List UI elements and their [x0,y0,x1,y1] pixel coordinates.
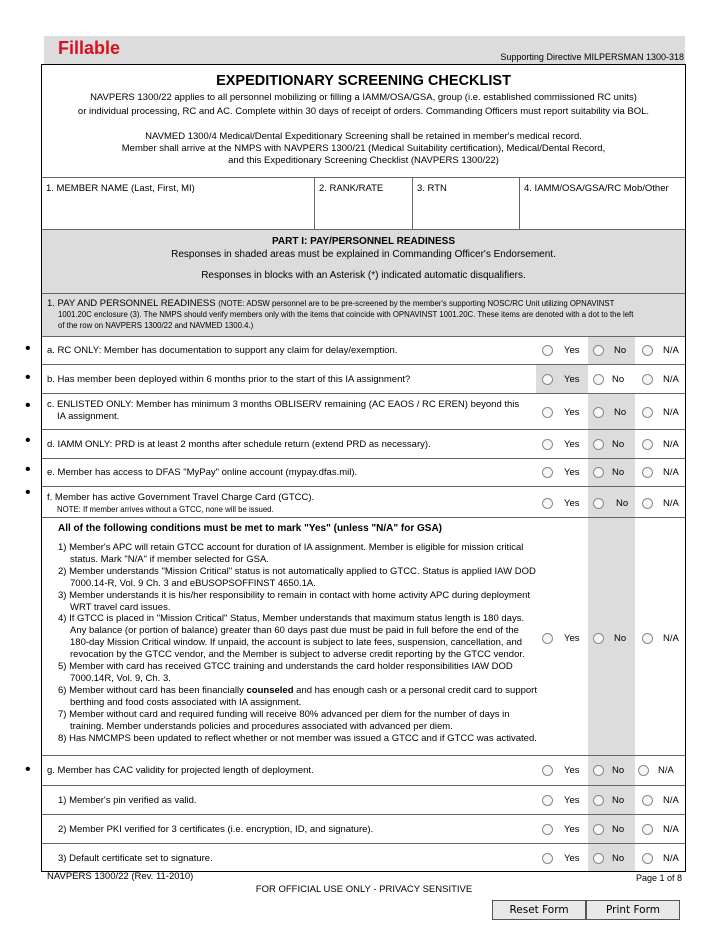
condition-text: 6) Member without card has been financially [58,684,247,696]
radio-no[interactable] [593,795,604,806]
radio-no[interactable] [593,765,604,776]
radio-no[interactable] [593,407,604,418]
condition-item: 7) Member without card and required funding will receive 80% advanced per diem for the number of days in training. Member understands policies and procedures associated with advanced per diem. [58,708,510,732]
na-label: N/A [663,795,679,806]
condition-item: 1) Member's APC will retain GTCC account for duration of IA assignment. Member is eligible for mission critical status. Mark "N/A" if member selected for GSA. [58,542,524,565]
response-group [536,844,685,871]
radio-na[interactable] [642,439,653,450]
radio-yes[interactable] [542,824,553,835]
item-e-row [42,459,685,487]
no-label: No [612,439,625,450]
na-label: N/A [663,498,679,509]
intro-line: Member shall arrive at the NMPS with NAVPERS 1300/21 (Medical Suitability certification), Medical/Dental Record, [121,143,606,154]
supporting-directive: Supporting Directive MILPERSMAN 1300-318 [500,52,684,62]
part1-title: PART I: PAY/PERSONNEL READINESS [272,236,455,247]
radio-yes[interactable] [542,765,553,776]
item-b-row [42,365,685,394]
section1-note: of the row on NAVPERS 1300/22 and NAVMED 1300.4.) [58,321,254,330]
yes-label: Yes [564,374,580,385]
rank-rate-label: 2. RANK/RATE [319,183,384,194]
item-f-note: NOTE: If member arrives without a GTCC, none will be issued. [57,505,274,514]
no-label: No [612,853,625,864]
response-group [536,337,685,364]
form-number: NAVPERS 1300/22 (Rev. 11-2010) [47,871,194,882]
member-name-label: 1. MEMBER NAME (Last, First, MI) [46,183,195,194]
item-g3-text: 3) Default certificate set to signature. [58,853,213,864]
condition-text: and has enough cash or a personal credit card to support berthing and food costs associated with IA assignment. [70,684,537,708]
item-c-row [42,394,685,430]
no-label: No [616,498,629,509]
iamm-field[interactable] [520,178,685,229]
na-label: N/A [663,345,679,356]
verify-dot-bullet: • [25,461,31,478]
item-f-row [42,487,685,518]
condition-item: 5) Member with card has received GTCC training and understands the card holder responsibilities IAW DOD 7000.14R, Vol. 9, Ch. 3. [58,661,513,684]
na-label: N/A [663,824,679,835]
no-label: No [614,407,627,418]
radio-na[interactable] [642,345,653,356]
iamm-label: 4. IAMM/OSA/GSA/RC Mob/Other [524,183,669,194]
response-group [536,487,685,517]
radio-no[interactable] [593,467,604,478]
part1-line: Responses in shaded areas must be explained in Commanding Officer's Endorsement. [171,249,556,260]
item-g3-row [42,844,685,871]
na-label: N/A [663,439,679,450]
condition-item: 2) Member understands "Mission Critical" status is not automatically applied to GTCC. Status is applied IAW DOD 7000.14-R, Vol. 9 Ch. 3 and eBUSOPSOFFINST 4650.1A. [58,565,536,589]
no-label: No [612,765,625,776]
rtn-label: 3. RTN [417,183,447,194]
item-g-text: g. Member has CAC validity for projected length of deployment. [47,765,314,776]
no-label: No [612,824,625,835]
intro-line: and this Expeditionary Screening Checklist (NAVPERS 1300/22) [228,155,499,166]
response-group [536,430,685,458]
yes-label: Yes [564,407,580,418]
print-form-button[interactable]: Print Form [586,900,680,920]
na-label: N/A [663,407,679,418]
part1-header [42,230,685,294]
radio-yes[interactable] [542,498,553,509]
section1-note: 1001.20C enclosure (3). The NMPS should verify members only with the items that coincide with OPNAVINST 1001.20C. These items are denoted with a dot to the left [58,310,634,319]
condition-item: 8) Has NMCMPS been updated to reflect whether or not member was issued a GTCC and if GTCC was activated. [58,732,537,744]
yes-label: Yes [564,439,580,450]
radio-no[interactable] [593,439,604,450]
item-e-text: e. Member has access to DFAS "MyPay" online account (mypay.dfas.mil). [47,467,358,478]
yes-label: Yes [564,765,580,776]
item-c-line: c. ENLISTED ONLY: Member has minimum 3 months OBLISERV remaining (AC EAOS / RC EREN) beyond this [47,399,520,410]
radio-na[interactable] [642,795,653,806]
intro-block [42,65,685,178]
na-label: N/A [663,633,679,644]
item-g1-row [42,786,685,815]
radio-na[interactable] [642,407,653,418]
yes-label: Yes [564,795,580,806]
item-g1-text: 1) Member's pin verified as valid. [58,795,197,806]
item-a-text: a. RC ONLY: Member has documentation to support any claim for delay/exemption. [47,345,398,356]
no-label: No [612,374,625,385]
radio-no[interactable] [593,345,604,356]
item-c-text [47,399,519,423]
part1-line: Responses in blocks with an Asterisk (*) indicated automatic disqualifiers. [201,270,526,281]
radio-no[interactable] [593,824,604,835]
item-d-text: d. IAMM ONLY: PRD is at least 2 months after schedule return (extend PRD as necessary). [47,439,431,450]
response-group [536,756,685,785]
intro-line: or individual processing, RC and AC. Complete within 30 days of receipt of orders. Commanding Officers must report suitability via BOL. [77,106,650,117]
section1-header [42,294,685,337]
response-group [536,459,685,486]
radio-na[interactable] [642,633,653,644]
radio-no[interactable] [593,853,604,864]
section1-title: 1. PAY AND PERSONNEL READINESS [47,298,216,309]
response-group [536,518,685,755]
radio-yes[interactable] [542,407,553,418]
conditions-list [58,542,538,744]
radio-no[interactable] [593,374,604,385]
na-label: N/A [663,467,679,478]
response-group [536,394,685,429]
radio-na[interactable] [642,498,653,509]
na-label: N/A [663,374,679,385]
gtcc-conditions-row [42,518,685,756]
item-f-text [47,492,314,516]
fillable-label: Fillable [58,38,121,58]
intro-line: NAVPERS 1300/22 applies to all personnel mobilizing or filling a IAMM/OSA/GSA, group (i.e. established commissioned RC units) [90,92,637,103]
na-label: N/A [658,765,674,776]
yes-label: Yes [564,853,580,864]
condition-emphasis: counseled [246,684,294,696]
yes-label: Yes [564,633,580,644]
yes-label: Yes [564,824,580,835]
response-group [536,786,685,814]
conditions-heading: All of the following conditions must be met to mark "Yes" (unless "N/A" for GSA) [58,523,442,534]
radio-yes[interactable] [542,345,553,356]
item-g-row [42,756,685,786]
rtn-field[interactable] [413,178,520,229]
item-b-text: b. Has member been deployed within 6 months prior to the start of this IA assignment? [47,374,411,385]
radio-na[interactable] [638,765,649,776]
intro-line: NAVMED 1300/4 Medical/Dental Expeditionary Screening shall be retained in member's medical record. [145,131,582,142]
item-a-row [42,337,685,365]
checklist-form [41,64,686,872]
response-group [536,365,685,393]
yes-label: Yes [564,498,580,509]
condition-item: 3) Member understands it is his/her responsibility to remain in contact with home activity APC during deployment WRT travel card issues. [58,589,531,613]
condition-item: 4) If GTCC is placed in "Mission Critical" Status, Member understands that maximum status length is 180 days. Any balance (or portion of balance) greater than 60 days past due must be paid in full before the end of the 180-day Mission Critical window. If unpaid, the account is subject to late fees, suspension, cancellation, and revocation by the GTCC vendor, and the Member is subject to adverse credit reporting by the GTCC vendor. [58,613,525,661]
member-info-row [42,178,685,230]
radio-yes[interactable] [542,374,553,385]
verify-dot-bullet: • [25,369,31,386]
yes-label: Yes [564,467,580,478]
item-f-line: f. Member has active Government Travel Charge Card (GTCC). [47,492,315,503]
reset-form-button[interactable]: Reset Form [492,900,586,920]
radio-no[interactable] [593,633,604,644]
verify-dot-bullet: • [25,484,31,501]
item-g2-row [42,815,685,844]
radio-na[interactable] [642,467,653,478]
radio-yes[interactable] [542,853,553,864]
radio-na[interactable] [642,824,653,835]
radio-na[interactable] [642,374,653,385]
page-number: Page 1 of 8 [635,873,682,883]
radio-no[interactable] [593,498,604,509]
rank-rate-field[interactable] [315,178,413,229]
no-label: No [612,795,625,806]
na-label: N/A [663,853,679,864]
item-d-row [42,430,685,459]
verify-dot-bullet: • [25,432,31,449]
verify-dot-bullet: • [25,761,31,778]
no-label: No [614,633,627,644]
no-label: No [612,467,625,478]
radio-yes[interactable] [542,467,553,478]
verify-dot-bullet: • [25,340,31,357]
no-label: No [614,345,627,356]
radio-yes[interactable] [542,439,553,450]
privacy-notice: FOR OFFICIAL USE ONLY - PRIVACY SENSITIVE [255,884,473,895]
verify-dot-bullet: • [25,397,31,414]
response-group [536,815,685,843]
item-g2-text: 2) Member PKI verified for 3 certificates (i.e. encryption, ID, and signature). [58,824,374,835]
section1-note: (NOTE: ADSW personnel are to be pre-screened by the member's supporting NOSC/RC Unit utilizing OPNAVINST [218,299,615,308]
member-name-field[interactable] [42,178,315,229]
item-c-line: IA assignment. [57,411,120,422]
yes-label: Yes [564,345,580,356]
condition-item [58,685,538,709]
form-title: EXPEDITIONARY SCREENING CHECKLIST [216,73,511,89]
radio-na[interactable] [642,853,653,864]
radio-yes[interactable] [542,633,553,644]
radio-yes[interactable] [542,795,553,806]
